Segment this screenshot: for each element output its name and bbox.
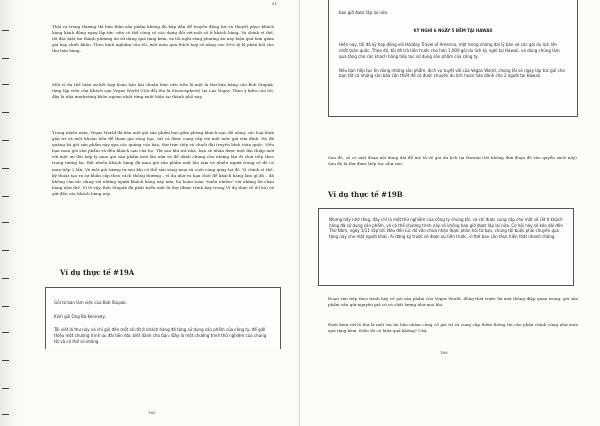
binding-marks bbox=[2, 0, 12, 426]
offer-body-1: Hiện nay, tôi đã ký hợp đồng với Holiday Travel of America, một trong những đại lý bán vé các gói du lịch lớn nhất toàn quốc. Theo đó, tôi đã trả tiền trước cho hơn 1.000 gói du lịch kỳ nghỉ tại Hawaii, và dùng chúng làm quà tặng cho các khách hàng tiếp tục sử dụng sản phẩm của công ty. bbox=[339, 42, 560, 59]
paragraph-1: Thật ra trong thương thì bán thân sản phẩm không đủ hấp dẫn để truyền động lực và thuyết phục khách hàng hành động ngay lập tức, nên có thể cũng có cặc dụng đối với một số ít khách hàng. Và chính vì thế, tôi đặc biệt tin thành phương án sử dụng quà tặng kèm, và tôi nghĩ rằng phương án này hiệu quả hơn giảm giá hay chiết khấu. Theo kinh nghiệm của tôi, một món quà thích hợp sẽ nâng cao 50% tỷ lệ phản hồi cho thư bán hàng. bbox=[52, 24, 274, 54]
page-number-left: 165 bbox=[148, 410, 156, 415]
letter-body: Tôi viết lá thư này và chỉ gửi đến một số rất ít khách hàng đã từng sử dụng sản phẩm của công ty, để giới thiệu một chương trình ưu đãi tiền đặc biệt dành cho bạn. Đây là một chương trình thử nghiệm của chúng tôi và có thể sẽ không bbox=[54, 327, 267, 344]
paragraph-r1: Đoạn văn tiếp theo trình bày về gói sản phẩm của Vegas World, đồng thời trước lời mời thông điệp quan trọng: gói sản phẩm vẫn giữ nguyên giá cũ và chất lượng như mọi khi. bbox=[328, 296, 578, 308]
letter-continuation-line: bao giờ được lặp lại nữa. bbox=[339, 10, 389, 15]
paragraph-3: Trong nhiều năm, Vegas World đã bán một gói sản phẩm bao gồm phòng khách sạn, đồ uống, các loại hình giải trí và một khoản tiền để tham gia sòng bạc, tất cả được cung cấp với một mức giá vừa định. Họ đã quảng bá gói sản phẩm này qua các quảng cáo báo, thư trực tiếp và chuỗi đài truyền hình toàn quốc. Nếu bạn mua gói sản phẩm và đến khách sạn của họ. Thì sau khi trả nhà, bạn sẽ nhận được một lần thiệp mời với một ưu đãi hợp lý mua gói sản phẩm mới lần nữa và để dành chúng cho những lần đi chơi tiếp theo trong tương lai. Rất nhiều khách hàng đã mua gói sản phẩm một lần nữa và nhiều người trong số đó có mua tiếp 2 lần. Và một gói tương tự sau khi có thể sẵn sàng mua và cuối cùng quay lại đó. Vì chính vì thế, kỹ thuật tạo ra sự khẩn cấp theo cách thông thường – ví dụ như ra hạn chót để khách hàng làm gì đó – đã không còn tác dụng với những người khách hàng này nữa, họ hoàn toàn "miễn nhiễm" với những lời chào hàng như thế. Vì lẽ vậy, Bob Stupak đã phát triển một lá thư (được trình bày trong Ví dụ thực tế #19A) và gửi đến các khách hàng này. bbox=[52, 130, 274, 196]
letter-box-19b bbox=[318, 208, 574, 286]
page-number-right: 166 bbox=[440, 350, 448, 355]
paragraph-r2: Đính kèm với lá thư là một vài tài liệu nhằm củng cố giá trị và cung cấp thêm thông tin cho phần chính cùng như món quà tặng kèm. Điều đó có hiệu quả không? Chà, bbox=[328, 322, 578, 334]
example-heading-19b: Ví dụ thực tế #19B bbox=[328, 190, 403, 199]
letter-from-line: Gửi từ bàn làm việc của Bob Stupak. bbox=[54, 300, 128, 305]
letter-box-continuation bbox=[328, 0, 578, 117]
paragraph-2: Một ví dụ thể hiện sự kết hợp hoàn hảo hai chuẩn lược nêu trên là một lá thư bán hàng của Bob Stupak, từng lập viên của Khách sạn Vegas World (Giờ đổi tên là Stratosphere) tại Las Vegas. Theo ý kiến của tôi, đây là nhà marketing khôn ngoan nhất từng xuất hiện tại thành phố này. bbox=[52, 82, 274, 100]
offer-title: KỲ NGHỈ 6 NGÀY 5 ĐÊM TẠI HAWAII bbox=[413, 27, 493, 33]
letter-greeting: Kính gửi Ông Bà Kennedy, bbox=[54, 313, 107, 319]
example-heading-19a: Ví dụ thực tế #19A bbox=[60, 268, 135, 277]
right-page bbox=[300, 0, 600, 426]
letter-b-body: Nhưng hãy nhớ rằng, đây chỉ là một thử nghiệm của công ty chúng tôi, và chỉ được cung cấp cho một số rất ít khách hàng đã sử dụng sản phẩm, và có thể chương trình này sẽ không bao giờ được lặp lại nữa. Cơ hội này sẽ kéo dài đến Thứ Năm, ngày 1/11 sắp tới. Nếu đến lúc đó vẫn chưa nhận được phản hồi từ bạn, chúng tôi buộc phải chuyển quà tặng này cho một người khác. Ai đăng ký trước sẽ được ưu tiên trước, vì thế bạn cần thực hiện thật nhanh chóng. bbox=[329, 217, 563, 240]
letter-box-19a bbox=[45, 287, 281, 349]
running-header-number: 81 bbox=[272, 1, 278, 6]
paragraph-after-box: Sau đó, số có một đoạn nội dung dài để mô tả về gói du lịch tại Hawaii (tôi không đưa đoạn đó vào quyển sách này). Sau đó là thư được tiếp tục như sau: bbox=[328, 155, 578, 167]
offer-body-2: Nếu bạn tiếp tục tin dùng những sản phẩm, dịch vụ tuyệt vời của Vegas World, chúng tôi sẽ ngay lập tức gửi cho bạn tất cả những sản bảo cần thiết để có được chuyến du lịch hoàn hảo dành cho 2 người tại Hawaii. bbox=[339, 67, 565, 79]
